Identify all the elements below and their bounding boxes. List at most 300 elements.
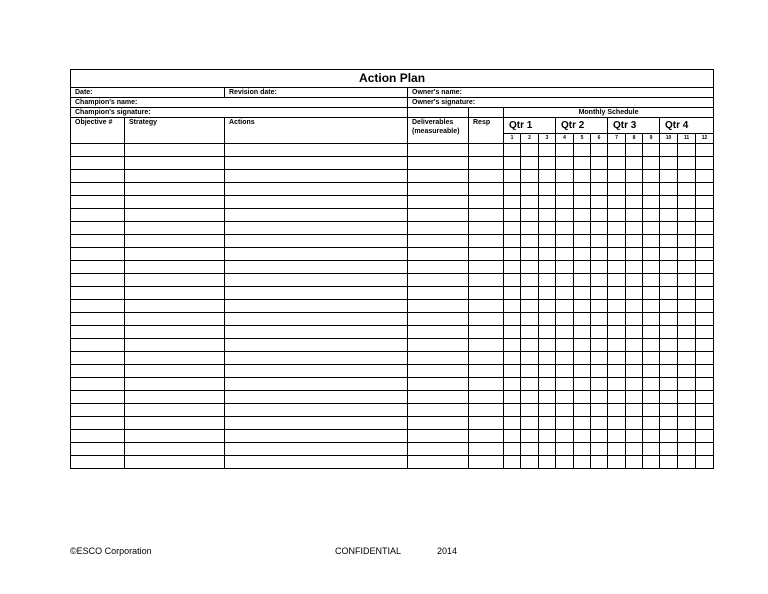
objective-cell[interactable] bbox=[71, 391, 125, 404]
actions-cell[interactable] bbox=[225, 261, 408, 274]
schedule-cell[interactable] bbox=[591, 443, 608, 456]
schedule-cell[interactable] bbox=[696, 157, 714, 170]
schedule-cell[interactable] bbox=[521, 456, 539, 469]
schedule-cell[interactable] bbox=[591, 222, 608, 235]
schedule-cell[interactable] bbox=[591, 144, 608, 157]
schedule-cell[interactable] bbox=[574, 144, 591, 157]
schedule-cell[interactable] bbox=[521, 196, 539, 209]
schedule-cell[interactable] bbox=[696, 378, 714, 391]
schedule-cell[interactable] bbox=[696, 300, 714, 313]
schedule-cell[interactable] bbox=[696, 287, 714, 300]
schedule-cell[interactable] bbox=[539, 352, 556, 365]
schedule-cell[interactable] bbox=[504, 248, 521, 261]
schedule-cell[interactable] bbox=[696, 274, 714, 287]
schedule-cell[interactable] bbox=[626, 365, 643, 378]
schedule-cell[interactable] bbox=[504, 326, 521, 339]
actions-cell[interactable] bbox=[225, 222, 408, 235]
actions-cell[interactable] bbox=[225, 404, 408, 417]
deliverables-cell[interactable] bbox=[408, 352, 469, 365]
schedule-cell[interactable] bbox=[574, 222, 591, 235]
actions-cell[interactable] bbox=[225, 326, 408, 339]
schedule-cell[interactable] bbox=[660, 261, 678, 274]
schedule-cell[interactable] bbox=[608, 313, 626, 326]
schedule-cell[interactable] bbox=[643, 287, 660, 300]
actions-cell[interactable] bbox=[225, 287, 408, 300]
schedule-cell[interactable] bbox=[643, 443, 660, 456]
actions-cell[interactable] bbox=[225, 417, 408, 430]
schedule-cell[interactable] bbox=[504, 274, 521, 287]
actions-cell[interactable] bbox=[225, 391, 408, 404]
schedule-cell[interactable] bbox=[556, 248, 574, 261]
strategy-cell[interactable] bbox=[125, 196, 225, 209]
schedule-cell[interactable] bbox=[626, 326, 643, 339]
schedule-cell[interactable] bbox=[504, 391, 521, 404]
schedule-cell[interactable] bbox=[643, 196, 660, 209]
schedule-cell[interactable] bbox=[521, 261, 539, 274]
deliverables-cell[interactable] bbox=[408, 222, 469, 235]
schedule-cell[interactable] bbox=[574, 339, 591, 352]
schedule-cell[interactable] bbox=[591, 157, 608, 170]
strategy-cell[interactable] bbox=[125, 183, 225, 196]
schedule-cell[interactable] bbox=[678, 157, 696, 170]
strategy-cell[interactable] bbox=[125, 287, 225, 300]
schedule-cell[interactable] bbox=[608, 443, 626, 456]
schedule-cell[interactable] bbox=[660, 222, 678, 235]
deliverables-cell[interactable] bbox=[408, 196, 469, 209]
resp-cell[interactable] bbox=[469, 456, 504, 469]
deliverables-cell[interactable] bbox=[408, 326, 469, 339]
schedule-cell[interactable] bbox=[660, 196, 678, 209]
strategy-cell[interactable] bbox=[125, 300, 225, 313]
schedule-cell[interactable] bbox=[660, 274, 678, 287]
schedule-cell[interactable] bbox=[696, 196, 714, 209]
schedule-cell[interactable] bbox=[539, 209, 556, 222]
schedule-cell[interactable] bbox=[678, 404, 696, 417]
schedule-cell[interactable] bbox=[678, 326, 696, 339]
schedule-cell[interactable] bbox=[591, 287, 608, 300]
schedule-cell[interactable] bbox=[678, 144, 696, 157]
actions-cell[interactable] bbox=[225, 300, 408, 313]
schedule-cell[interactable] bbox=[608, 300, 626, 313]
schedule-cell[interactable] bbox=[504, 170, 521, 183]
schedule-cell[interactable] bbox=[696, 183, 714, 196]
strategy-cell[interactable] bbox=[125, 430, 225, 443]
schedule-cell[interactable] bbox=[678, 352, 696, 365]
objective-cell[interactable] bbox=[71, 365, 125, 378]
schedule-cell[interactable] bbox=[678, 378, 696, 391]
schedule-cell[interactable] bbox=[521, 157, 539, 170]
schedule-cell[interactable] bbox=[678, 287, 696, 300]
schedule-cell[interactable] bbox=[556, 391, 574, 404]
schedule-cell[interactable] bbox=[608, 326, 626, 339]
resp-cell[interactable] bbox=[469, 235, 504, 248]
schedule-cell[interactable] bbox=[696, 248, 714, 261]
schedule-cell[interactable] bbox=[504, 222, 521, 235]
actions-cell[interactable] bbox=[225, 196, 408, 209]
schedule-cell[interactable] bbox=[556, 287, 574, 300]
resp-cell[interactable] bbox=[469, 430, 504, 443]
objective-cell[interactable] bbox=[71, 352, 125, 365]
schedule-cell[interactable] bbox=[556, 209, 574, 222]
schedule-cell[interactable] bbox=[643, 235, 660, 248]
schedule-cell[interactable] bbox=[591, 339, 608, 352]
schedule-cell[interactable] bbox=[539, 261, 556, 274]
schedule-cell[interactable] bbox=[504, 313, 521, 326]
schedule-cell[interactable] bbox=[608, 222, 626, 235]
schedule-cell[interactable] bbox=[591, 274, 608, 287]
schedule-cell[interactable] bbox=[643, 417, 660, 430]
schedule-cell[interactable] bbox=[556, 456, 574, 469]
schedule-cell[interactable] bbox=[574, 365, 591, 378]
schedule-cell[interactable] bbox=[591, 417, 608, 430]
schedule-cell[interactable] bbox=[643, 404, 660, 417]
schedule-cell[interactable] bbox=[504, 365, 521, 378]
schedule-cell[interactable] bbox=[539, 404, 556, 417]
deliverables-cell[interactable] bbox=[408, 235, 469, 248]
schedule-cell[interactable] bbox=[504, 235, 521, 248]
schedule-cell[interactable] bbox=[608, 287, 626, 300]
schedule-cell[interactable] bbox=[591, 196, 608, 209]
schedule-cell[interactable] bbox=[574, 443, 591, 456]
schedule-cell[interactable] bbox=[521, 404, 539, 417]
schedule-cell[interactable] bbox=[626, 430, 643, 443]
schedule-cell[interactable] bbox=[626, 339, 643, 352]
objective-cell[interactable] bbox=[71, 209, 125, 222]
strategy-cell[interactable] bbox=[125, 209, 225, 222]
schedule-cell[interactable] bbox=[504, 157, 521, 170]
schedule-cell[interactable] bbox=[521, 365, 539, 378]
schedule-cell[interactable] bbox=[643, 339, 660, 352]
schedule-cell[interactable] bbox=[556, 365, 574, 378]
schedule-cell[interactable] bbox=[591, 183, 608, 196]
schedule-cell[interactable] bbox=[521, 222, 539, 235]
schedule-cell[interactable] bbox=[539, 157, 556, 170]
schedule-cell[interactable] bbox=[504, 209, 521, 222]
objective-cell[interactable] bbox=[71, 326, 125, 339]
deliverables-cell[interactable] bbox=[408, 274, 469, 287]
schedule-cell[interactable] bbox=[574, 287, 591, 300]
schedule-cell[interactable] bbox=[521, 326, 539, 339]
schedule-cell[interactable] bbox=[660, 235, 678, 248]
schedule-cell[interactable] bbox=[696, 417, 714, 430]
schedule-cell[interactable] bbox=[556, 144, 574, 157]
schedule-cell[interactable] bbox=[660, 456, 678, 469]
schedule-cell[interactable] bbox=[539, 274, 556, 287]
schedule-cell[interactable] bbox=[574, 170, 591, 183]
actions-cell[interactable] bbox=[225, 456, 408, 469]
deliverables-cell[interactable] bbox=[408, 391, 469, 404]
schedule-cell[interactable] bbox=[626, 352, 643, 365]
schedule-cell[interactable] bbox=[660, 404, 678, 417]
objective-cell[interactable] bbox=[71, 157, 125, 170]
schedule-cell[interactable] bbox=[643, 157, 660, 170]
schedule-cell[interactable] bbox=[539, 430, 556, 443]
schedule-cell[interactable] bbox=[608, 261, 626, 274]
objective-cell[interactable] bbox=[71, 417, 125, 430]
actions-cell[interactable] bbox=[225, 183, 408, 196]
schedule-cell[interactable] bbox=[539, 196, 556, 209]
actions-cell[interactable] bbox=[225, 365, 408, 378]
schedule-cell[interactable] bbox=[556, 313, 574, 326]
schedule-cell[interactable] bbox=[574, 196, 591, 209]
objective-cell[interactable] bbox=[71, 261, 125, 274]
schedule-cell[interactable] bbox=[626, 287, 643, 300]
deliverables-cell[interactable] bbox=[408, 417, 469, 430]
owner-name-field[interactable]: Owner's name: bbox=[408, 88, 714, 98]
schedule-cell[interactable] bbox=[504, 287, 521, 300]
schedule-cell[interactable] bbox=[696, 144, 714, 157]
schedule-cell[interactable] bbox=[660, 339, 678, 352]
schedule-cell[interactable] bbox=[591, 404, 608, 417]
actions-cell[interactable] bbox=[225, 144, 408, 157]
schedule-cell[interactable] bbox=[643, 365, 660, 378]
strategy-cell[interactable] bbox=[125, 404, 225, 417]
schedule-cell[interactable] bbox=[696, 443, 714, 456]
schedule-cell[interactable] bbox=[521, 300, 539, 313]
schedule-cell[interactable] bbox=[678, 209, 696, 222]
resp-cell[interactable] bbox=[469, 313, 504, 326]
schedule-cell[interactable] bbox=[504, 443, 521, 456]
strategy-cell[interactable] bbox=[125, 170, 225, 183]
schedule-cell[interactable] bbox=[643, 170, 660, 183]
schedule-cell[interactable] bbox=[678, 339, 696, 352]
schedule-cell[interactable] bbox=[643, 261, 660, 274]
actions-cell[interactable] bbox=[225, 170, 408, 183]
schedule-cell[interactable] bbox=[696, 391, 714, 404]
schedule-cell[interactable] bbox=[556, 430, 574, 443]
actions-cell[interactable] bbox=[225, 235, 408, 248]
schedule-cell[interactable] bbox=[696, 209, 714, 222]
strategy-cell[interactable] bbox=[125, 443, 225, 456]
schedule-cell[interactable] bbox=[643, 430, 660, 443]
schedule-cell[interactable] bbox=[660, 326, 678, 339]
schedule-cell[interactable] bbox=[591, 170, 608, 183]
schedule-cell[interactable] bbox=[678, 313, 696, 326]
schedule-cell[interactable] bbox=[626, 222, 643, 235]
schedule-cell[interactable] bbox=[660, 248, 678, 261]
resp-cell[interactable] bbox=[469, 378, 504, 391]
schedule-cell[interactable] bbox=[504, 430, 521, 443]
schedule-cell[interactable] bbox=[626, 391, 643, 404]
schedule-cell[interactable] bbox=[574, 274, 591, 287]
schedule-cell[interactable] bbox=[660, 391, 678, 404]
objective-cell[interactable] bbox=[71, 443, 125, 456]
deliverables-cell[interactable] bbox=[408, 170, 469, 183]
strategy-cell[interactable] bbox=[125, 274, 225, 287]
resp-cell[interactable] bbox=[469, 144, 504, 157]
strategy-cell[interactable] bbox=[125, 417, 225, 430]
resp-cell[interactable] bbox=[469, 365, 504, 378]
schedule-cell[interactable] bbox=[574, 300, 591, 313]
schedule-cell[interactable] bbox=[696, 170, 714, 183]
deliverables-cell[interactable] bbox=[408, 365, 469, 378]
schedule-cell[interactable] bbox=[696, 339, 714, 352]
schedule-cell[interactable] bbox=[696, 235, 714, 248]
strategy-cell[interactable] bbox=[125, 248, 225, 261]
schedule-cell[interactable] bbox=[643, 209, 660, 222]
schedule-cell[interactable] bbox=[643, 300, 660, 313]
schedule-cell[interactable] bbox=[678, 365, 696, 378]
schedule-cell[interactable] bbox=[556, 352, 574, 365]
schedule-cell[interactable] bbox=[608, 157, 626, 170]
schedule-cell[interactable] bbox=[696, 313, 714, 326]
schedule-cell[interactable] bbox=[521, 183, 539, 196]
schedule-cell[interactable] bbox=[539, 287, 556, 300]
schedule-cell[interactable] bbox=[626, 144, 643, 157]
schedule-cell[interactable] bbox=[521, 287, 539, 300]
schedule-cell[interactable] bbox=[626, 235, 643, 248]
deliverables-cell[interactable] bbox=[408, 183, 469, 196]
resp-cell[interactable] bbox=[469, 274, 504, 287]
owner-signature-field[interactable]: Owner's signature: bbox=[408, 98, 714, 108]
schedule-cell[interactable] bbox=[626, 417, 643, 430]
deliverables-cell[interactable] bbox=[408, 443, 469, 456]
schedule-cell[interactable] bbox=[608, 417, 626, 430]
actions-cell[interactable] bbox=[225, 274, 408, 287]
schedule-cell[interactable] bbox=[521, 313, 539, 326]
schedule-cell[interactable] bbox=[556, 261, 574, 274]
resp-cell[interactable] bbox=[469, 170, 504, 183]
schedule-cell[interactable] bbox=[556, 339, 574, 352]
objective-cell[interactable] bbox=[71, 196, 125, 209]
resp-cell[interactable] bbox=[469, 443, 504, 456]
schedule-cell[interactable] bbox=[539, 183, 556, 196]
schedule-cell[interactable] bbox=[504, 300, 521, 313]
schedule-cell[interactable] bbox=[591, 248, 608, 261]
schedule-cell[interactable] bbox=[626, 261, 643, 274]
schedule-cell[interactable] bbox=[660, 378, 678, 391]
schedule-cell[interactable] bbox=[678, 196, 696, 209]
resp-cell[interactable] bbox=[469, 196, 504, 209]
objective-cell[interactable] bbox=[71, 378, 125, 391]
schedule-cell[interactable] bbox=[608, 391, 626, 404]
schedule-cell[interactable] bbox=[574, 183, 591, 196]
schedule-cell[interactable] bbox=[539, 170, 556, 183]
schedule-cell[interactable] bbox=[574, 209, 591, 222]
schedule-cell[interactable] bbox=[678, 456, 696, 469]
schedule-cell[interactable] bbox=[643, 313, 660, 326]
schedule-cell[interactable] bbox=[643, 274, 660, 287]
deliverables-cell[interactable] bbox=[408, 209, 469, 222]
schedule-cell[interactable] bbox=[660, 313, 678, 326]
resp-cell[interactable] bbox=[469, 209, 504, 222]
schedule-cell[interactable] bbox=[521, 417, 539, 430]
strategy-cell[interactable] bbox=[125, 157, 225, 170]
schedule-cell[interactable] bbox=[574, 456, 591, 469]
actions-cell[interactable] bbox=[225, 157, 408, 170]
schedule-cell[interactable] bbox=[556, 170, 574, 183]
deliverables-cell[interactable] bbox=[408, 287, 469, 300]
deliverables-cell[interactable] bbox=[408, 430, 469, 443]
schedule-cell[interactable] bbox=[504, 352, 521, 365]
schedule-cell[interactable] bbox=[643, 391, 660, 404]
champion-signature-field[interactable]: Champion's signature: bbox=[71, 108, 408, 118]
schedule-cell[interactable] bbox=[643, 378, 660, 391]
schedule-cell[interactable] bbox=[696, 430, 714, 443]
schedule-cell[interactable] bbox=[643, 352, 660, 365]
objective-cell[interactable] bbox=[71, 300, 125, 313]
schedule-cell[interactable] bbox=[539, 456, 556, 469]
deliverables-cell[interactable] bbox=[408, 261, 469, 274]
strategy-cell[interactable] bbox=[125, 456, 225, 469]
schedule-cell[interactable] bbox=[660, 209, 678, 222]
schedule-cell[interactable] bbox=[539, 248, 556, 261]
objective-cell[interactable] bbox=[71, 170, 125, 183]
schedule-cell[interactable] bbox=[591, 391, 608, 404]
actions-cell[interactable] bbox=[225, 378, 408, 391]
resp-cell[interactable] bbox=[469, 391, 504, 404]
schedule-cell[interactable] bbox=[556, 222, 574, 235]
resp-cell[interactable] bbox=[469, 157, 504, 170]
schedule-cell[interactable] bbox=[660, 157, 678, 170]
schedule-cell[interactable] bbox=[504, 183, 521, 196]
schedule-cell[interactable] bbox=[696, 222, 714, 235]
schedule-cell[interactable] bbox=[626, 248, 643, 261]
strategy-cell[interactable] bbox=[125, 365, 225, 378]
schedule-cell[interactable] bbox=[521, 274, 539, 287]
deliverables-cell[interactable] bbox=[408, 300, 469, 313]
schedule-cell[interactable] bbox=[608, 352, 626, 365]
strategy-cell[interactable] bbox=[125, 339, 225, 352]
resp-cell[interactable] bbox=[469, 248, 504, 261]
schedule-cell[interactable] bbox=[574, 417, 591, 430]
deliverables-cell[interactable] bbox=[408, 313, 469, 326]
schedule-cell[interactable] bbox=[591, 378, 608, 391]
deliverables-cell[interactable] bbox=[408, 456, 469, 469]
strategy-cell[interactable] bbox=[125, 326, 225, 339]
schedule-cell[interactable] bbox=[608, 144, 626, 157]
schedule-cell[interactable] bbox=[626, 378, 643, 391]
schedule-cell[interactable] bbox=[626, 443, 643, 456]
schedule-cell[interactable] bbox=[660, 144, 678, 157]
schedule-cell[interactable] bbox=[608, 274, 626, 287]
deliverables-cell[interactable] bbox=[408, 378, 469, 391]
actions-cell[interactable] bbox=[225, 248, 408, 261]
schedule-cell[interactable] bbox=[626, 183, 643, 196]
schedule-cell[interactable] bbox=[574, 404, 591, 417]
schedule-cell[interactable] bbox=[678, 417, 696, 430]
schedule-cell[interactable] bbox=[574, 248, 591, 261]
strategy-cell[interactable] bbox=[125, 235, 225, 248]
schedule-cell[interactable] bbox=[521, 378, 539, 391]
strategy-cell[interactable] bbox=[125, 144, 225, 157]
schedule-cell[interactable] bbox=[521, 144, 539, 157]
schedule-cell[interactable] bbox=[591, 430, 608, 443]
schedule-cell[interactable] bbox=[608, 339, 626, 352]
resp-cell[interactable] bbox=[469, 339, 504, 352]
schedule-cell[interactable] bbox=[678, 261, 696, 274]
schedule-cell[interactable] bbox=[608, 183, 626, 196]
schedule-cell[interactable] bbox=[574, 352, 591, 365]
schedule-cell[interactable] bbox=[643, 326, 660, 339]
schedule-cell[interactable] bbox=[660, 352, 678, 365]
schedule-cell[interactable] bbox=[660, 365, 678, 378]
schedule-cell[interactable] bbox=[539, 313, 556, 326]
resp-cell[interactable] bbox=[469, 300, 504, 313]
schedule-cell[interactable] bbox=[504, 261, 521, 274]
objective-cell[interactable] bbox=[71, 248, 125, 261]
schedule-cell[interactable] bbox=[643, 183, 660, 196]
schedule-cell[interactable] bbox=[574, 261, 591, 274]
schedule-cell[interactable] bbox=[591, 261, 608, 274]
schedule-cell[interactable] bbox=[660, 183, 678, 196]
schedule-cell[interactable] bbox=[521, 235, 539, 248]
resp-cell[interactable] bbox=[469, 326, 504, 339]
schedule-cell[interactable] bbox=[608, 209, 626, 222]
schedule-cell[interactable] bbox=[539, 443, 556, 456]
deliverables-cell[interactable] bbox=[408, 157, 469, 170]
schedule-cell[interactable] bbox=[660, 170, 678, 183]
